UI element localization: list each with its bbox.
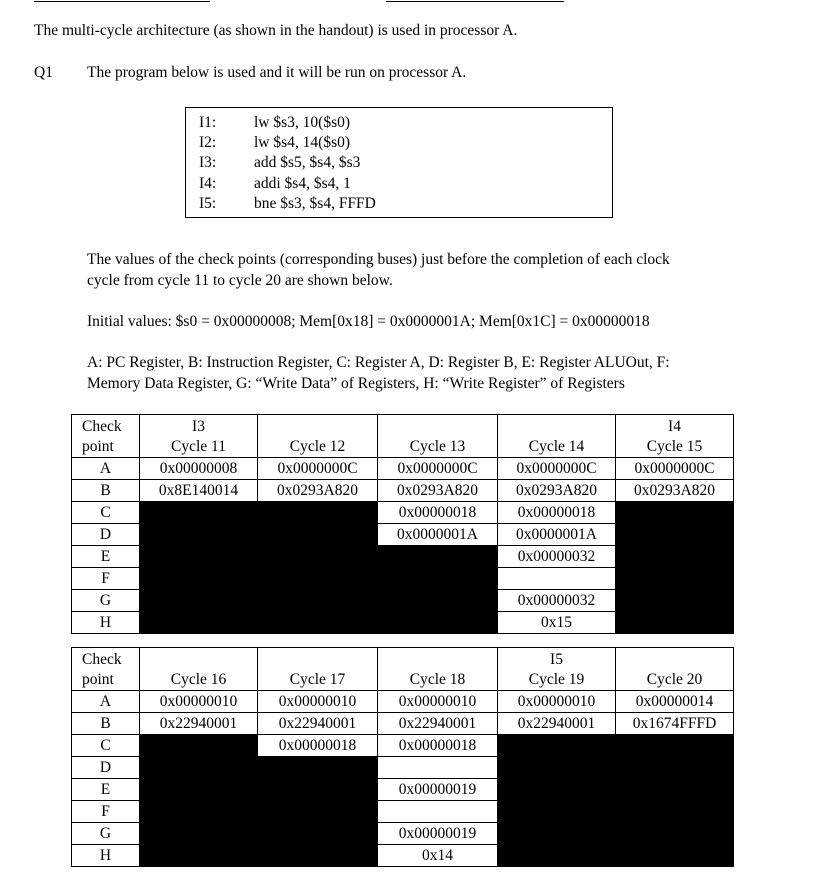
cycle-header	[140, 415, 258, 458]
checkpoint-value: 0x00000018	[258, 735, 378, 757]
blacked-out-cell	[616, 612, 734, 634]
checkpoint-value: 0x0293A820	[498, 480, 616, 502]
blacked-out-cell	[258, 823, 378, 845]
blacked-out-cell	[140, 845, 258, 867]
checkpoint-table-cycles-11-15	[71, 414, 734, 634]
question-number: Q1	[34, 64, 53, 81]
checkpoint-value: 0x00000018	[378, 735, 498, 757]
checkpoint-row	[72, 524, 734, 546]
cycle-header	[258, 415, 378, 458]
cycle-header	[498, 648, 616, 691]
checkpoint-header-word: Check	[82, 651, 122, 668]
checkpoint-label: B	[72, 713, 140, 735]
checkpoint-value: 0x0293A820	[378, 480, 498, 502]
checkpoint-row	[72, 590, 734, 612]
checkpoint-value: 0x00000018	[498, 502, 616, 524]
blacked-out-cell	[258, 502, 378, 524]
checkpoint-row	[72, 757, 734, 779]
blacked-out-cell	[140, 801, 258, 823]
blacked-out-cell	[378, 590, 498, 612]
checkpoint-header-word: point	[82, 438, 114, 455]
blacked-out-cell	[498, 801, 616, 823]
blacked-out-cell	[140, 590, 258, 612]
checkpoint-value: 0x0000001A	[498, 524, 616, 546]
blacked-out-cell	[140, 823, 258, 845]
checkpoint-row	[72, 845, 734, 867]
checkpoint-value: 0x22940001	[258, 713, 378, 735]
blacked-out-cell	[616, 524, 734, 546]
blacked-out-cell	[616, 845, 734, 867]
checkpoint-row	[72, 823, 734, 845]
program-box	[185, 107, 613, 218]
instruction-marker: I4	[668, 418, 681, 435]
instr-text: add $s5, $s4, $s3	[254, 154, 361, 171]
cycle-label: Cycle 15	[646, 438, 703, 455]
question-text: The program below is used and it will be run on processor A.	[87, 64, 467, 81]
checkpoint-row	[72, 691, 734, 713]
blacked-out-cell	[140, 735, 258, 757]
checkpoint-value: 0x8E140014	[140, 480, 258, 502]
blacked-out-cell	[140, 524, 258, 546]
blacked-out-cell	[378, 568, 498, 590]
instruction-marker	[378, 650, 497, 670]
blacked-out-cell	[378, 546, 498, 568]
instr-label: I4:	[199, 175, 217, 192]
checkpoint-value: 0x0000000C	[616, 458, 734, 480]
instr-text: lw $s4, 14($s0)	[254, 134, 351, 151]
blacked-out-cell	[498, 823, 616, 845]
top-rule-right	[386, 1, 564, 2]
blacked-out-cell	[258, 779, 378, 801]
checkpoint-value: 0x00000010	[378, 691, 498, 713]
blacked-out-cell	[140, 779, 258, 801]
blacked-out-cell	[498, 779, 616, 801]
checkpoint-value	[498, 568, 616, 590]
cycle-label: Cycle 17	[289, 671, 346, 688]
description-line-1: The values of the check points (corresponding buses) just before the completion of each clock	[87, 251, 670, 268]
checkpoint-label: H	[72, 612, 140, 634]
cycle-label: Cycle 16	[170, 671, 227, 688]
cycle-header	[378, 415, 498, 458]
blacked-out-cell	[258, 590, 378, 612]
checkpoint-header	[72, 648, 140, 691]
instr-text: addi $s4, $s4, 1	[254, 175, 351, 192]
checkpoint-value: 0x22940001	[378, 713, 498, 735]
blacked-out-cell	[616, 502, 734, 524]
checkpoint-row	[72, 568, 734, 590]
blacked-out-cell	[258, 757, 378, 779]
cycle-header	[140, 648, 258, 691]
checkpoint-value: 0x0293A820	[616, 480, 734, 502]
checkpoint-row	[72, 612, 734, 634]
blacked-out-cell	[140, 502, 258, 524]
checkpoint-row	[72, 713, 734, 735]
checkpoint-value	[378, 801, 498, 823]
checkpoint-label: E	[72, 779, 140, 801]
instr-label: I1:	[199, 114, 217, 131]
instruction-marker: I3	[192, 418, 205, 435]
cycle-header	[616, 415, 734, 458]
checkpoint-row	[72, 735, 734, 757]
checkpoint-label: A	[72, 458, 140, 480]
blacked-out-cell	[616, 735, 734, 757]
checkpoint-label: H	[72, 845, 140, 867]
header-row	[72, 415, 734, 458]
cycle-label: Cycle 18	[409, 671, 466, 688]
checkpoint-value: 0x00000018	[378, 502, 498, 524]
checkpoint-value: 0x0000000C	[378, 458, 498, 480]
checkpoint-label: F	[72, 568, 140, 590]
instruction-marker	[258, 650, 377, 670]
initial-values: Initial values: $s0 = 0x00000008; Mem[0x18] = 0x0000001A; Mem[0x1C] = 0x00000018	[87, 313, 650, 330]
cycle-header	[258, 648, 378, 691]
checkpoint-label: G	[72, 823, 140, 845]
header-row	[72, 648, 734, 691]
description-line-2: cycle from cycle 11 to cycle 20 are shown below.	[87, 272, 393, 289]
blacked-out-cell	[498, 757, 616, 779]
cycle-label: Cycle 12	[289, 438, 346, 455]
checkpoint-value: 0x00000019	[378, 779, 498, 801]
checkpoint-label: B	[72, 480, 140, 502]
checkpoint-label: A	[72, 691, 140, 713]
checkpoint-value: 0x00000019	[378, 823, 498, 845]
blacked-out-cell	[498, 845, 616, 867]
instr-label: I5:	[199, 195, 217, 212]
checkpoint-label: F	[72, 801, 140, 823]
cycle-label: Cycle 20	[646, 671, 703, 688]
checkpoint-header-word: point	[82, 671, 114, 688]
checkpoint-row	[72, 779, 734, 801]
intro-text: The multi-cycle architecture (as shown in the handout) is used in processor A.	[34, 22, 518, 39]
checkpoint-value: 0x1674FFFD	[616, 713, 734, 735]
checkpoint-row	[72, 458, 734, 480]
blacked-out-cell	[258, 612, 378, 634]
blacked-out-cell	[616, 779, 734, 801]
checkpoint-label: C	[72, 502, 140, 524]
blacked-out-cell	[258, 546, 378, 568]
instruction-marker	[378, 417, 497, 437]
checkpoint-table-cycles-16-20	[71, 647, 734, 867]
instr-label: I2:	[199, 134, 217, 151]
checkpoint-value: 0x00000010	[258, 691, 378, 713]
legend-line-2: Memory Data Register, G: “Write Data” of Registers, H: “Write Register” of Registers	[87, 375, 625, 392]
checkpoint-value: 0x00000014	[616, 691, 734, 713]
blacked-out-cell	[378, 612, 498, 634]
legend-line-1: A: PC Register, B: Instruction Register, C: Register A, D: Register B, E: Register ALUOut, F:	[87, 354, 670, 371]
blacked-out-cell	[616, 590, 734, 612]
instruction-marker	[616, 650, 733, 670]
checkpoint-row	[72, 502, 734, 524]
blacked-out-cell	[616, 823, 734, 845]
checkpoint-value: 0x00000010	[140, 691, 258, 713]
cycle-label: Cycle 19	[528, 671, 585, 688]
checkpoint-row	[72, 480, 734, 502]
checkpoint-value	[378, 757, 498, 779]
blacked-out-cell	[258, 845, 378, 867]
checkpoint-row	[72, 546, 734, 568]
instruction-marker	[140, 650, 257, 670]
cycle-header	[616, 648, 734, 691]
checkpoint-value: 0x00000008	[140, 458, 258, 480]
blacked-out-cell	[616, 757, 734, 779]
checkpoint-value: 0x0000001A	[378, 524, 498, 546]
cycle-label: Cycle 13	[409, 438, 466, 455]
checkpoint-header	[72, 415, 140, 458]
checkpoint-value: 0x14	[378, 845, 498, 867]
instr-label: I3:	[199, 154, 217, 171]
cycle-header	[378, 648, 498, 691]
checkpoint-value: 0x0293A820	[258, 480, 378, 502]
checkpoint-label: E	[72, 546, 140, 568]
checkpoint-label: G	[72, 590, 140, 612]
blacked-out-cell	[140, 546, 258, 568]
blacked-out-cell	[616, 546, 734, 568]
blacked-out-cell	[140, 612, 258, 634]
blacked-out-cell	[258, 524, 378, 546]
checkpoint-value: 0x22940001	[140, 713, 258, 735]
checkpoint-value: 0x0000000C	[498, 458, 616, 480]
checkpoint-value: 0x00000032	[498, 546, 616, 568]
cycle-label: Cycle 11	[171, 438, 226, 455]
blacked-out-cell	[140, 757, 258, 779]
blacked-out-cell	[498, 735, 616, 757]
checkpoint-value: 0x00000032	[498, 590, 616, 612]
instruction-marker	[258, 417, 377, 437]
top-rule-left	[34, 1, 210, 2]
checkpoint-row	[72, 801, 734, 823]
checkpoint-label: C	[72, 735, 140, 757]
checkpoint-value: 0x15	[498, 612, 616, 634]
blacked-out-cell	[616, 568, 734, 590]
instruction-marker	[498, 417, 615, 437]
blacked-out-cell	[258, 801, 378, 823]
instr-text: lw $s3, 10($s0)	[254, 114, 351, 131]
checkpoint-header-word: Check	[82, 418, 122, 435]
checkpoint-label: D	[72, 524, 140, 546]
blacked-out-cell	[140, 568, 258, 590]
cycle-label: Cycle 14	[528, 438, 585, 455]
instr-text: bne $s3, $s4, FFFD	[254, 195, 376, 212]
cycle-header	[498, 415, 616, 458]
instruction-marker: I5	[550, 651, 563, 668]
checkpoint-value: 0x22940001	[498, 713, 616, 735]
checkpoint-value: 0x0000000C	[258, 458, 378, 480]
checkpoint-label: D	[72, 757, 140, 779]
checkpoint-value: 0x00000010	[498, 691, 616, 713]
blacked-out-cell	[616, 801, 734, 823]
blacked-out-cell	[258, 568, 378, 590]
